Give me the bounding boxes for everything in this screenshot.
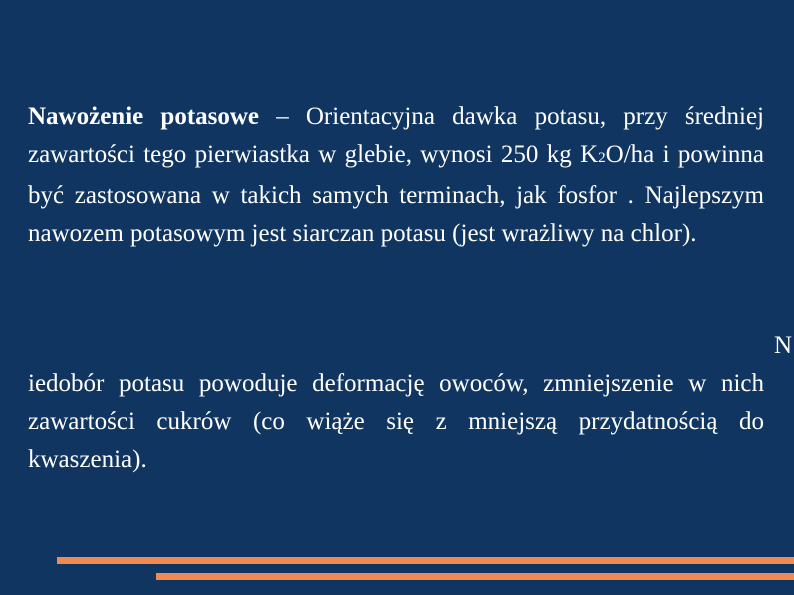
paragraph-heading: Nawożenie potasowe [28, 103, 260, 130]
paragraph-potassium-deficiency: iedobór potasu powoduje deformację owoców, zmniejszenie w nich zawartości cukrów (co wiąże się z mniejszą przydatnością do kwaszenia). [28, 370, 764, 473]
paragraph-potassium-fertilization [28, 98, 764, 253]
stray-letter: N [774, 332, 793, 359]
chemical-subscript: 2 [598, 150, 606, 166]
accent-bar-top [57, 557, 794, 564]
paragraph-text-a: Orientacyjna dawka potasu, przy średniej zawartości tego pierwiastka w glebie, wynosi 250 kg K [28, 103, 764, 168]
paragraph-text-b: O/ha i powinna być zastosowana w takich samych terminach, jak fosfor . Najlepszym nawozem potasowym jest siarczan potasu (jest wrażliwy na chlor). [28, 141, 764, 247]
accent-bar-bottom [156, 573, 794, 580]
heading-dash: – [259, 103, 306, 130]
